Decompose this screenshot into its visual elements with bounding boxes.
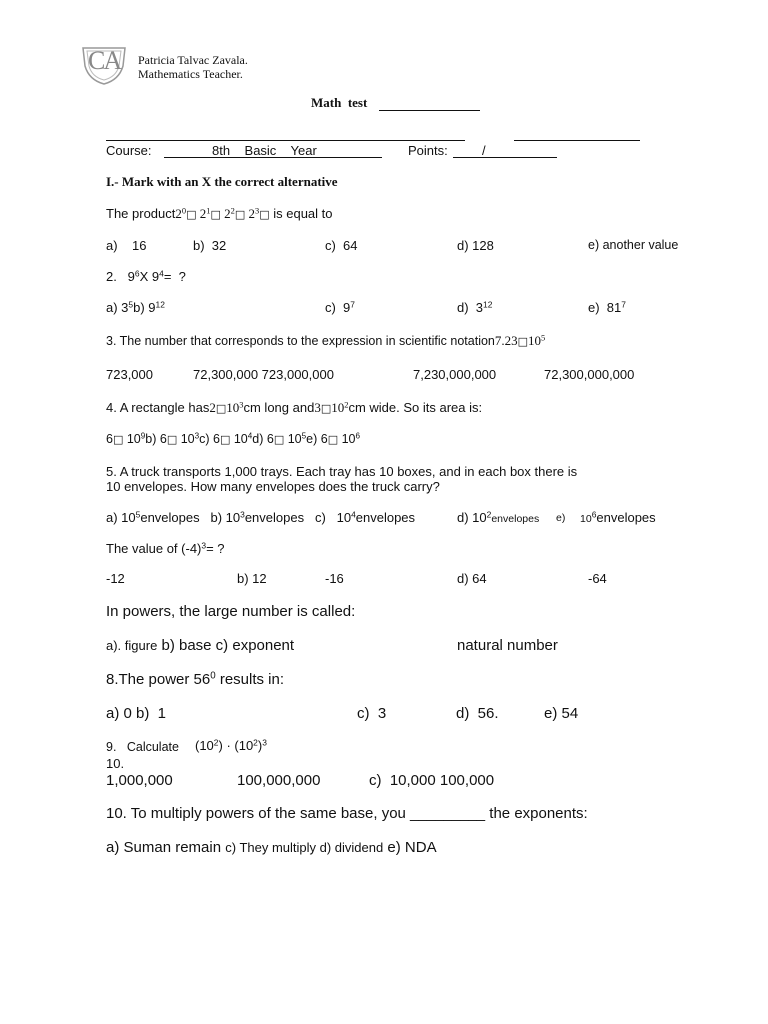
logo (79, 42, 129, 86)
q8-option-d: d) 56. (456, 705, 499, 722)
q5-b-sup: 3 (240, 509, 245, 520)
q1-suffix: is equal to (269, 206, 333, 221)
q2-d-sup: 12 (483, 299, 493, 310)
q5-e-unit: envelopes (596, 510, 656, 525)
q9-expr-end: ) (257, 738, 263, 753)
q9-number-line: 10. (106, 756, 125, 771)
q2-option-d (457, 300, 492, 315)
q7-bc: b) base c) exponent (161, 637, 295, 654)
q6-end: = ? (206, 541, 225, 556)
q8-option-e: e) 54 (544, 705, 579, 722)
q8-option-ab: a) 0 b) 1 (106, 705, 167, 722)
q8-prefix: 8.The power 56 (106, 671, 211, 688)
course-underline (164, 157, 382, 158)
q3-option-e: 72,300,000,000 (544, 367, 635, 382)
q5-e-sup: 6 (591, 509, 597, 520)
q5-d-unit: envelopes (491, 513, 540, 525)
course-value: 8th Basic Year (212, 143, 317, 158)
q2-sup1: 6 (134, 268, 140, 279)
course-label: Course: (106, 143, 152, 158)
q9-option-b: 100,000,000 (237, 772, 321, 789)
q9-expression (195, 738, 267, 753)
q2-option-c (325, 300, 355, 315)
q3-prefix: 3. The number that corresponds to the expression in scientific notation (106, 334, 495, 348)
q5-b-unit: envelopes (244, 510, 305, 525)
date-line (514, 140, 640, 141)
q2-c-text: c) 9 (325, 300, 351, 315)
q9-expr1: (10 (195, 738, 214, 753)
q5-option-e-label: e) (556, 512, 566, 524)
q2-text (106, 269, 186, 284)
q5-b: b) 10 (210, 510, 241, 525)
q9-label: 9. Calculate (106, 740, 179, 754)
q6-text (106, 541, 225, 556)
q4-t3: cm wide. So its area is: (348, 400, 483, 415)
q5-c-unit: envelopes (355, 510, 416, 525)
q5-d-sup: 2 (486, 509, 492, 520)
q4-options: 6□ $10^9b$) 6□ $10^3c$) 6□ $10^4d$) 6□ $10^5e$) 6□ $10^6$ (106, 431, 360, 446)
q6-prefix: The value of (-4) (106, 541, 202, 556)
q1-option-b: b) 32 (193, 238, 227, 253)
q4-t1: 4. A rectangle has (106, 400, 210, 415)
q2-option-e (588, 300, 626, 315)
points-separator: / (482, 143, 486, 158)
q5-option-e (580, 510, 656, 525)
q3-option-bc: 72,300,000 723,000,000 (193, 367, 334, 382)
q5-line1: 5. A truck transports 1,000 trays. Each tray has 10 boxes, and in each box there is (106, 464, 578, 479)
q1-prefix: The product (106, 206, 176, 221)
q9-option-a: 1,000,000 (106, 772, 173, 789)
q6-option-d: d) 64 (457, 571, 487, 586)
q5-a: a) 10 (106, 510, 136, 525)
q10-options (106, 839, 437, 856)
q1-text (106, 206, 333, 222)
q2-sup2: 4 (159, 268, 164, 279)
q5-a-unit: envelopes (140, 510, 200, 525)
q9-option-c: c) 10,000 100,000 (369, 772, 495, 789)
points-underline (453, 157, 557, 158)
q2-b-text: b) 9 (133, 300, 156, 315)
q5-a-sup: 5 (135, 509, 141, 520)
name-line (106, 140, 465, 141)
q10-a: a) Suman remain (106, 839, 222, 856)
q2-a-sup: 5 (128, 299, 134, 310)
q10-text: 10. To multiply powers of the same base, you _________ the exponents: (106, 805, 588, 822)
q1-expression: $2^0□$ $2^1□$ $2^2□$ $2^3□$ (175, 205, 270, 221)
q2-e-text: e) 81 (588, 300, 622, 315)
q10-e: e) NDA (387, 839, 437, 856)
q5-c: c) 10 (314, 510, 352, 525)
q5-option-d (457, 510, 539, 525)
q10-cd: c) They multiply d) dividend (225, 840, 384, 855)
q8-sup: 0 (210, 670, 216, 682)
logo-text: CA (88, 46, 121, 75)
q1-option-d: d) 128 (457, 238, 494, 253)
q1-option-c: c) 64 (325, 238, 358, 253)
teacher-name: Patricia Talvac Zavala. (138, 53, 248, 67)
q6-sup: 3 (201, 540, 207, 551)
section-heading: I.- Mark with an X the correct alternative (106, 174, 338, 189)
q5-e: 10 (580, 513, 592, 525)
q4-t2: cm long and (243, 400, 315, 415)
q3-option-a: 723,000 (106, 367, 153, 382)
q1-option-a: a) 16 (106, 238, 147, 253)
q4-text (106, 400, 482, 416)
q7-text: In powers, the large number is called: (106, 603, 356, 620)
q9-expr1-sup: 2 (213, 737, 219, 748)
q9-expr2-sup: 2 (253, 737, 258, 748)
q6-option-b: b) 12 (237, 571, 267, 586)
teacher-role: Mathematics Teacher. (138, 67, 243, 81)
points-label: Points: (408, 143, 448, 158)
q4-length: $2□10^3$ (209, 399, 244, 415)
q5-options (106, 510, 415, 525)
q8-end: results in: (215, 671, 285, 688)
q8-text (106, 671, 284, 688)
q9-expr3-sup: 3 (262, 737, 267, 748)
q3-expression: $7.23□10^5$ (494, 332, 546, 348)
q5-d: d) 10 (457, 510, 487, 525)
q2-a-text: a) 3 (106, 300, 129, 315)
q2-c-sup: 7 (350, 299, 355, 310)
q1-option-e: e) another value (588, 238, 679, 252)
q2-mid: X 9 (139, 269, 160, 284)
q7-option-e: natural number (457, 637, 558, 654)
q3-text (106, 333, 545, 349)
q9-expr-mid: ) · (10 (218, 738, 254, 753)
q6-option-c: -16 (325, 571, 344, 586)
q7-a: a). figure (106, 638, 158, 653)
q2-prefix: 2. 9 (106, 269, 135, 284)
q8-option-c: c) 3 (357, 705, 387, 722)
page-title: Math test (311, 95, 368, 110)
q6-option-e: -64 (588, 571, 607, 586)
title-underline (379, 110, 480, 111)
q2-d-text: d) 3 (457, 300, 484, 315)
q4-width: $3□10^2$ (314, 399, 349, 415)
q7-options (106, 637, 294, 654)
q5-c-sup: 4 (351, 509, 356, 520)
q2-end: = ? (163, 269, 186, 284)
q2-b-sup: 12 (155, 299, 165, 310)
q2-option-a (106, 300, 165, 315)
q2-e-sup: 7 (621, 299, 626, 310)
q5-line2: 10 envelopes. How many envelopes does the truck carry? (106, 479, 440, 494)
q6-option-a: -12 (106, 571, 125, 586)
q3-option-d: 7,230,000,000 (413, 367, 497, 382)
